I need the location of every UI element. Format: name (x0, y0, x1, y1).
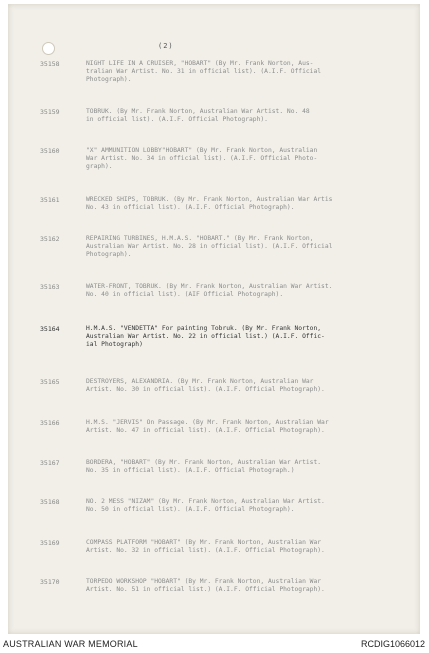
entry-text: NO. 2 MESS "NIZAM" (By Mr. Frank Norton, Australian War Artist. No. 50 in official list). (A.I.F. Official Photograph). (86, 498, 325, 513)
entry-number: 35170 (40, 578, 60, 586)
punch-hole (42, 42, 55, 55)
document-page (8, 4, 420, 634)
entry-text: "X" AMMUNITION LOBBY"HOBART" (By Mr. Frank Norton, Australian War Artist. No. 34 in official list). (A.I.F. Official Photo- graph). (86, 147, 318, 170)
entry-number: 35160 (40, 147, 60, 155)
entry-number: 35163 (40, 283, 60, 291)
archive-name: AUSTRALIAN WAR MEMORIAL (3, 639, 138, 649)
page-number: (2) (158, 42, 174, 50)
entry-number: 35159 (40, 108, 60, 116)
entry-number: 35168 (40, 498, 60, 506)
entry-text: REPAIRING TURBINES, H.M.A.S. "HOBART." (By Mr. Frank Norton, Australian War Artist. No. 28 in official list). (A.I.F. Official Photograph). (86, 235, 333, 258)
entry-text: TORPEDO WORKSHOP "HOBART" (By Mr. Frank Norton, Australian War Artist. No. 51 in official list.) (A.I.F. Official Photograph). (86, 578, 325, 593)
entry-number: 35166 (40, 419, 60, 427)
entry-text: TOBRUK. (By Mr. Frank Norton, Australian War Artist. No. 48 in official list). (A.I.F. Official Photograph). (86, 108, 310, 123)
entry-text: BORDERA, "HOBART" (By Mr. Frank Norton, Australian War Artist. No. 35 in official list). (A.I.F. Official Photograph.) (86, 459, 322, 474)
entry-text: WATER-FRONT, TOBRUK. (By Mr. Frank Norton, Australian War Artist. No. 40 in official list). (AIF Official Photograph). (86, 283, 333, 298)
entry-number: 35169 (40, 539, 60, 547)
entry-text: DESTROYERS, ALEXANDRIA. (By Mr. Frank Norton, Australian War Artist. No. 30 in official list). (A.I.F. Official Photograph). (86, 378, 325, 393)
record-id: RCDIG1066012 (360, 639, 425, 649)
entry-text: H.M.S. "JERVIS" On Passage. (By Mr. Frank Norton, Australian War Artist. No. 47 in official list). (A.I.F. Official Photograph). (86, 419, 329, 434)
entry-text: H.M.A.S. "VENDETTA" For painting Tobruk. (By Mr. Frank Norton, Australian War Artist. No. 22 in official list.) (A.I.F. Offic- ial Photograph) (86, 325, 325, 348)
entry-number: 35167 (40, 459, 60, 467)
footer-bar (0, 634, 429, 653)
entry-number: 35165 (40, 378, 60, 386)
entry-text: NIGHT LIFE IN A CRUISER, "HOBART" (By Mr. Frank Norton, Aus- tralian War Artist. No. 31 in official list). (A.I.F. Official Photograph). (86, 60, 322, 83)
entry-number: 35162 (40, 235, 60, 243)
entry-text: WRECKED SHIPS, TOBRUK. (By Mr. Frank Norton, Australian War Artis No. 43 in official list). (A.I.F. Official Photograph). (86, 196, 333, 211)
entry-number: 35164 (40, 325, 60, 333)
entry-number: 35158 (40, 60, 60, 68)
entry-number: 35161 (40, 196, 60, 204)
entry-text: COMPASS PLATFORM "HOBART" (By Mr. Frank Norton, Australian War Artist. No. 32 in official list). (A.I.F. Official Photograph). (86, 539, 325, 554)
